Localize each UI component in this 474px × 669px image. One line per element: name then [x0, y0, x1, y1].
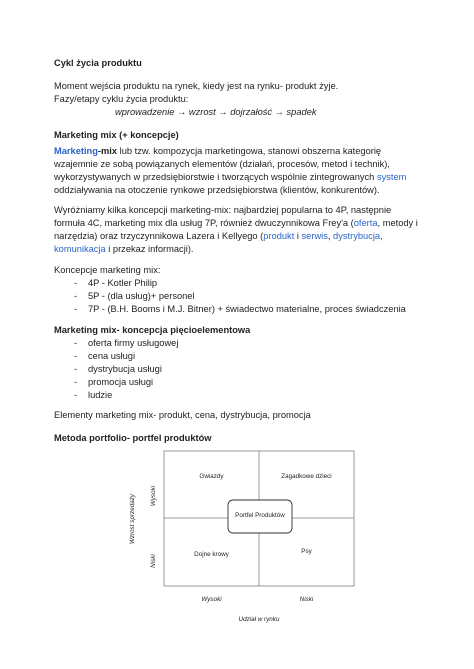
- mix-p2-line-2-tail: , metody i: [377, 218, 418, 228]
- mix-p2-line-2-text: formuła 4C, marketing mix dla usług 7P, również dwuczynnikowa Frey'a (: [54, 218, 354, 228]
- concepts-label: Koncepcje marketing mix:: [54, 265, 161, 275]
- mix-p2-line-4-text: i przekaz informacji).: [105, 244, 194, 254]
- concept-item: 7P - (B.H. Booms i M.J. Bitner) + świadectwo materialne, proces świadczenia: [88, 304, 406, 314]
- mix-p2-line-3-text: narzędzia) oraz trzyczynnikowa Lazera i Kellyego (: [54, 231, 264, 241]
- produkt-term: produkt: [263, 231, 295, 241]
- five-element-item: dystrybucja usługi: [88, 364, 162, 374]
- mix-p2-line-1: Wyróżniamy kilka koncepcji marketing-mix: najbardziej popularna to 4P, następnie: [54, 205, 392, 215]
- x-high-label: Wysoki: [201, 596, 222, 603]
- system-term: system: [376, 172, 407, 182]
- comma: ,: [327, 231, 334, 241]
- dash-bullet: -: [74, 390, 78, 400]
- mix-term: -mix: [97, 146, 118, 156]
- five-element-item: promocja usługi: [88, 377, 154, 387]
- five-element-item: ludzie: [88, 390, 113, 400]
- serwis-term: serwis: [301, 231, 328, 241]
- mix-p1-line-2: wzajemnie ze sobą powiązanych elementów (działań, procesów, metod i technik),: [54, 159, 390, 169]
- dash-bullet: -: [74, 304, 78, 314]
- dystrybucja-term: dystrybucja: [333, 231, 381, 241]
- x-low-label: Niski: [299, 596, 314, 603]
- mix-p1-line-4: oddziaływania na otoczenie rynkowe przedsiębiorstwa (klientów, konkurentów).: [54, 185, 380, 195]
- and-word: i: [294, 231, 302, 241]
- quadrant-question-marks: Zagadkowe dzieci: [281, 473, 332, 480]
- five-element-heading: Marketing mix- koncepcja pięcioelementowa: [54, 325, 251, 335]
- marketing-term: Marketing: [54, 146, 98, 156]
- dash-bullet: -: [74, 364, 78, 374]
- elements-line: Elementy marketing mix- produkt, cena, dystrybucja, promocja: [54, 410, 311, 420]
- y-axis-label: Wzrost sprzedaży: [129, 493, 136, 545]
- quadrant-cash-cows: Dojne krowy: [194, 551, 229, 558]
- x-axis-label: Udział w rynku: [238, 616, 280, 623]
- y-low-label: Niski: [150, 554, 157, 568]
- quadrant-stars: Gwiazdy: [199, 473, 224, 480]
- lifecycle-line-1: Moment wejścia produktu na rynek, kiedy jest na rynku- produkt żyje.: [54, 81, 339, 91]
- dash-bullet: -: [74, 291, 78, 301]
- dash-bullet: -: [74, 338, 78, 348]
- portfolio-heading: Metoda portfolio- portfel produktów: [54, 433, 212, 443]
- comma-2: ,: [380, 231, 383, 241]
- concept-item: 5P - (dla usług)+ personel: [88, 291, 195, 301]
- concept-item: 4P - Kotler Philip: [88, 278, 158, 288]
- dash-bullet: -: [74, 351, 78, 361]
- mix-p1-line-1-text: lub tzw. kompozycja marketingowa, stanowi obszerna kategorię: [117, 146, 382, 156]
- mix-p1-line-3-text: wykorzystywanych w przedsiębiorstwie i tworzących wspólnie zintegrowanych: [54, 172, 377, 182]
- five-element-item: oferta firmy usługowej: [88, 338, 179, 348]
- lifecycle-line-2: Fazy/etapy cyklu życia produktu:: [54, 94, 189, 104]
- lifecycle-heading: Cykl życia produktu: [54, 58, 142, 68]
- komunikacja-term: komunikacja: [54, 244, 106, 254]
- dash-bullet: -: [74, 377, 78, 387]
- y-high-label: Wysoki: [150, 485, 157, 507]
- center-label: Portfel Produktów: [235, 512, 285, 519]
- lifecycle-phases: wprowadzenie → wzrost → dojrzałość → spadek: [115, 107, 317, 117]
- marketing-mix-heading: Marketing mix (+ koncepcje): [54, 130, 179, 140]
- oferta-term: oferta: [353, 218, 378, 228]
- quadrant-dogs: Psy: [301, 548, 312, 555]
- five-element-item: cena usługi: [88, 351, 136, 361]
- dash-bullet: -: [74, 278, 78, 288]
